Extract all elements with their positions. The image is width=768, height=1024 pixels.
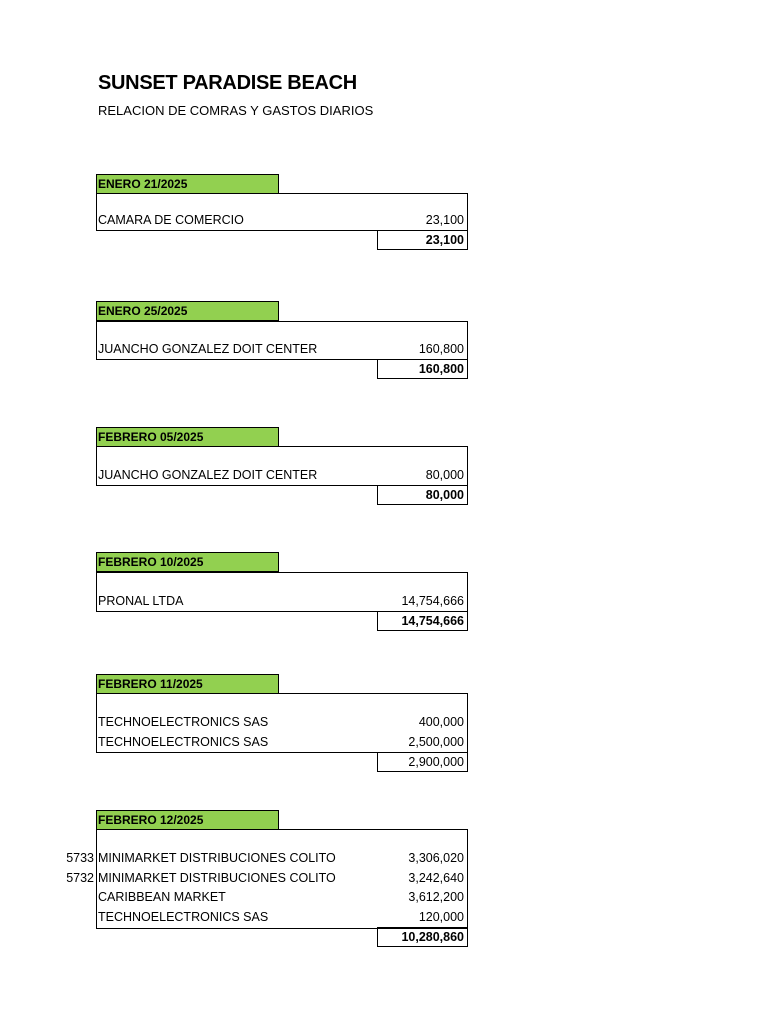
expense-amount: 3,306,020	[408, 851, 464, 865]
items-box	[96, 572, 468, 612]
expense-name: CAMARA DE COMERCIO	[98, 213, 244, 227]
expense-row	[97, 339, 467, 359]
section-total	[377, 230, 468, 250]
section-total	[377, 611, 468, 631]
expense-row	[97, 868, 467, 888]
expense-amount: 23,100	[425, 213, 464, 227]
expense-row	[97, 712, 467, 732]
date-label: FEBRERO 12/2025	[96, 810, 279, 830]
items-box	[96, 829, 468, 929]
items-box	[96, 193, 468, 231]
expense-row	[97, 591, 467, 611]
expense-name: TECHNOELECTRONICS SAS	[98, 735, 269, 749]
expense-amount: 2,500,000	[408, 735, 464, 749]
date-label: ENERO 21/2025	[96, 174, 279, 194]
expense-amount: 3,612,200	[408, 890, 464, 904]
expense-amount: 400,000	[418, 715, 464, 729]
total-value: 14,754,666	[401, 614, 464, 628]
document-title: SUNSET PARADISE BEACH	[98, 72, 357, 94]
total-value: 10,280,860	[401, 930, 464, 944]
expense-amount: 120,000	[418, 910, 464, 924]
items-box	[96, 446, 468, 486]
section-total	[377, 485, 468, 505]
document-subtitle: RELACION DE COMRAS Y GASTOS DIARIOS	[98, 103, 374, 118]
section-total	[377, 752, 468, 772]
expense-name: PRONAL LTDA	[98, 594, 184, 608]
expense-amount: 14,754,666	[401, 594, 464, 608]
invoice-ref: 5732	[66, 871, 94, 885]
expense-name: TECHNOELECTRONICS SAS	[98, 910, 269, 924]
date-label: ENERO 25/2025	[96, 301, 279, 321]
expense-amount: 160,800	[418, 342, 464, 356]
expense-name: MINIMARKET DISTRIBUCIONES COLITO	[98, 851, 336, 865]
expense-row	[97, 465, 467, 485]
expense-row	[97, 732, 467, 752]
section-total	[377, 359, 468, 379]
expense-name: TECHNOELECTRONICS SAS	[98, 715, 269, 729]
items-box	[96, 693, 468, 753]
date-label: FEBRERO 10/2025	[96, 552, 279, 572]
section-total	[377, 927, 468, 947]
expense-row	[97, 907, 467, 927]
expense-row	[97, 887, 467, 907]
expense-name: JUANCHO GONZALEZ DOIT CENTER	[98, 468, 318, 482]
invoice-ref: 5733	[66, 851, 94, 865]
date-label: FEBRERO 05/2025	[96, 427, 279, 447]
items-box	[96, 321, 468, 360]
expense-amount: 80,000	[425, 468, 464, 482]
total-value: 80,000	[425, 488, 464, 502]
total-value: 2,900,000	[408, 755, 464, 769]
date-label: FEBRERO 11/2025	[96, 674, 279, 694]
expense-name: JUANCHO GONZALEZ DOIT CENTER	[98, 342, 318, 356]
expense-name: MINIMARKET DISTRIBUCIONES COLITO	[98, 871, 336, 885]
expense-row	[97, 848, 467, 868]
total-value: 23,100	[425, 233, 464, 247]
expense-name: CARIBBEAN MARKET	[98, 890, 226, 904]
total-value: 160,800	[418, 362, 464, 376]
expense-row	[97, 210, 467, 230]
expense-amount: 3,242,640	[408, 871, 464, 885]
